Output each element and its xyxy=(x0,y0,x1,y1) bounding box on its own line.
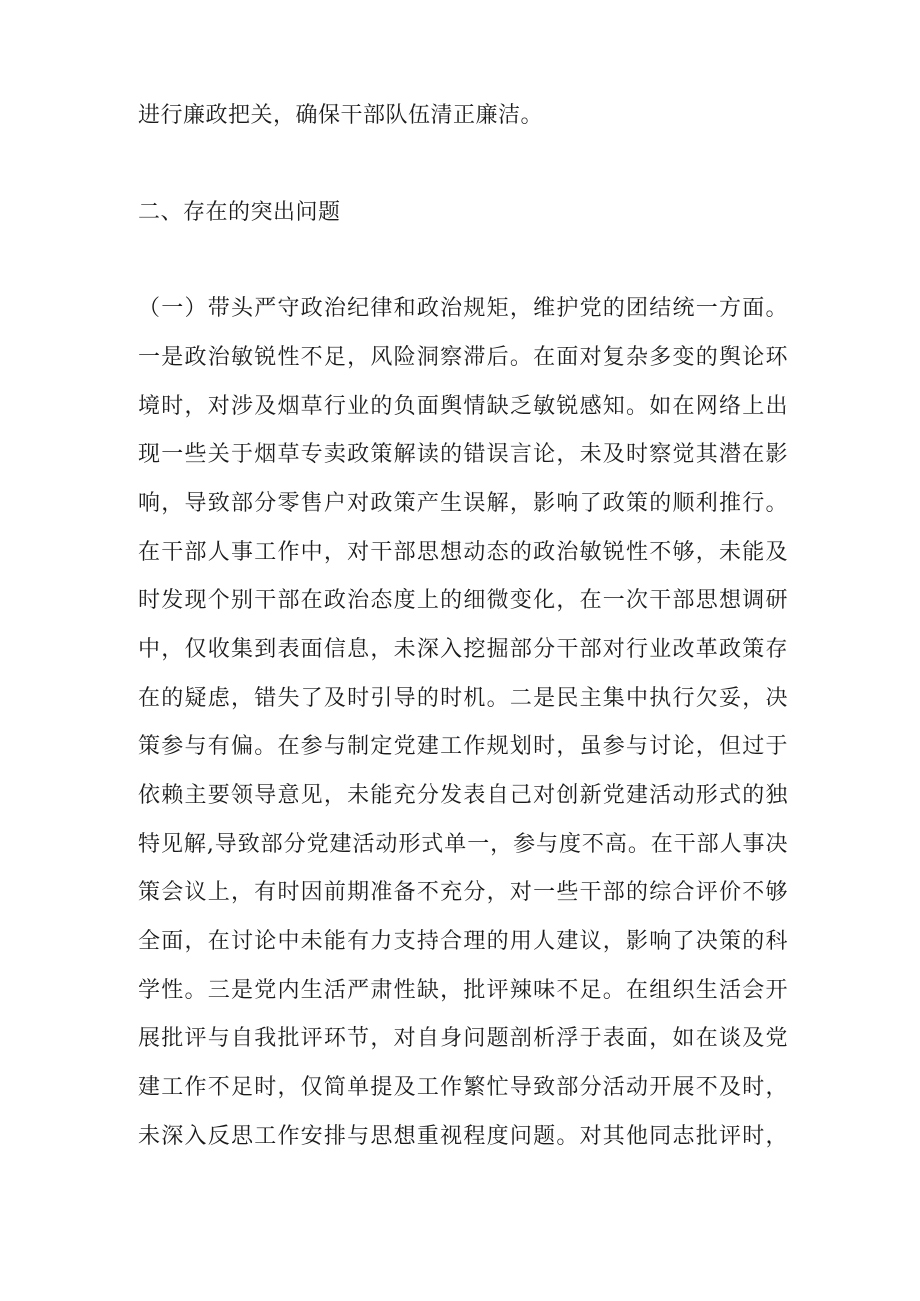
paragraph-line: 建工作不足时，仅简单提及工作繁忙导致部分活动开展不及时， xyxy=(138,1075,788,1100)
paragraph-line: 境时，对涉及烟草行业的负面舆情缺乏敏锐感知。如在网络上出 xyxy=(138,394,788,419)
paragraph-line: 进行廉政把关，确保干部队伍清正廉洁。 xyxy=(138,103,544,128)
paragraph-line: 学性。三是党内生活严肃性缺，批评辣味不足。在组织生活会开 xyxy=(138,978,788,1003)
paragraph-line: 时发现个别干部在政治态度上的细微变化，在一次干部思想调研 xyxy=(138,588,788,613)
section-heading: 二、存在的突出问题 xyxy=(138,200,341,225)
paragraph-line: 现一些关于烟草专卖政策解读的错误言论，未及时察觉其潜在影 xyxy=(138,442,788,467)
paragraph-line: 依赖主要领导意见，未能充分发表自己对创新党建活动形式的独 xyxy=(138,783,788,808)
paragraph-line: 全面，在讨论中未能有力支持合理的用人建议，影响了决策的科 xyxy=(138,929,788,954)
paragraph-line: 策参与有偏。在参与制定党建工作规划时，虽参与讨论，但过于 xyxy=(138,734,788,759)
paragraph-line: 未深入反思工作安排与思想重视程度问题。对其他同志批评时， xyxy=(138,1124,788,1149)
paragraph-line: 响，导致部分零售户对政策产生误解，影响了政策的顺利推行。 xyxy=(138,491,788,516)
subsection-heading: （一）带头严守政治纪律和政治规矩，维护党的团结统一方面。 xyxy=(138,296,788,321)
paragraph-line: 中，仅收集到表面信息，未深入挖掘部分干部对行业改革政策存 xyxy=(138,637,788,662)
paragraph-line: 特见解,导致部分党建活动形式单一，参与度不高。在干部人事决 xyxy=(138,832,788,857)
paragraph-line: 一是政治敏锐性不足，风险洞察滞后。在面对复杂多变的舆论环 xyxy=(138,345,788,370)
paragraph-line: 在的疑虑，错失了及时引导的时机。二是民主集中执行欠妥，决 xyxy=(138,686,788,711)
paragraph-line: 策会议上，有时因前期准备不充分，对一些干部的综合评价不够 xyxy=(138,880,788,905)
paragraph-line: 在干部人事工作中，对干部思想动态的政治敏锐性不够，未能及 xyxy=(138,540,788,565)
paragraph-line: 展批评与自我批评环节，对自身问题剖析浮于表面，如在谈及党 xyxy=(138,1026,788,1051)
